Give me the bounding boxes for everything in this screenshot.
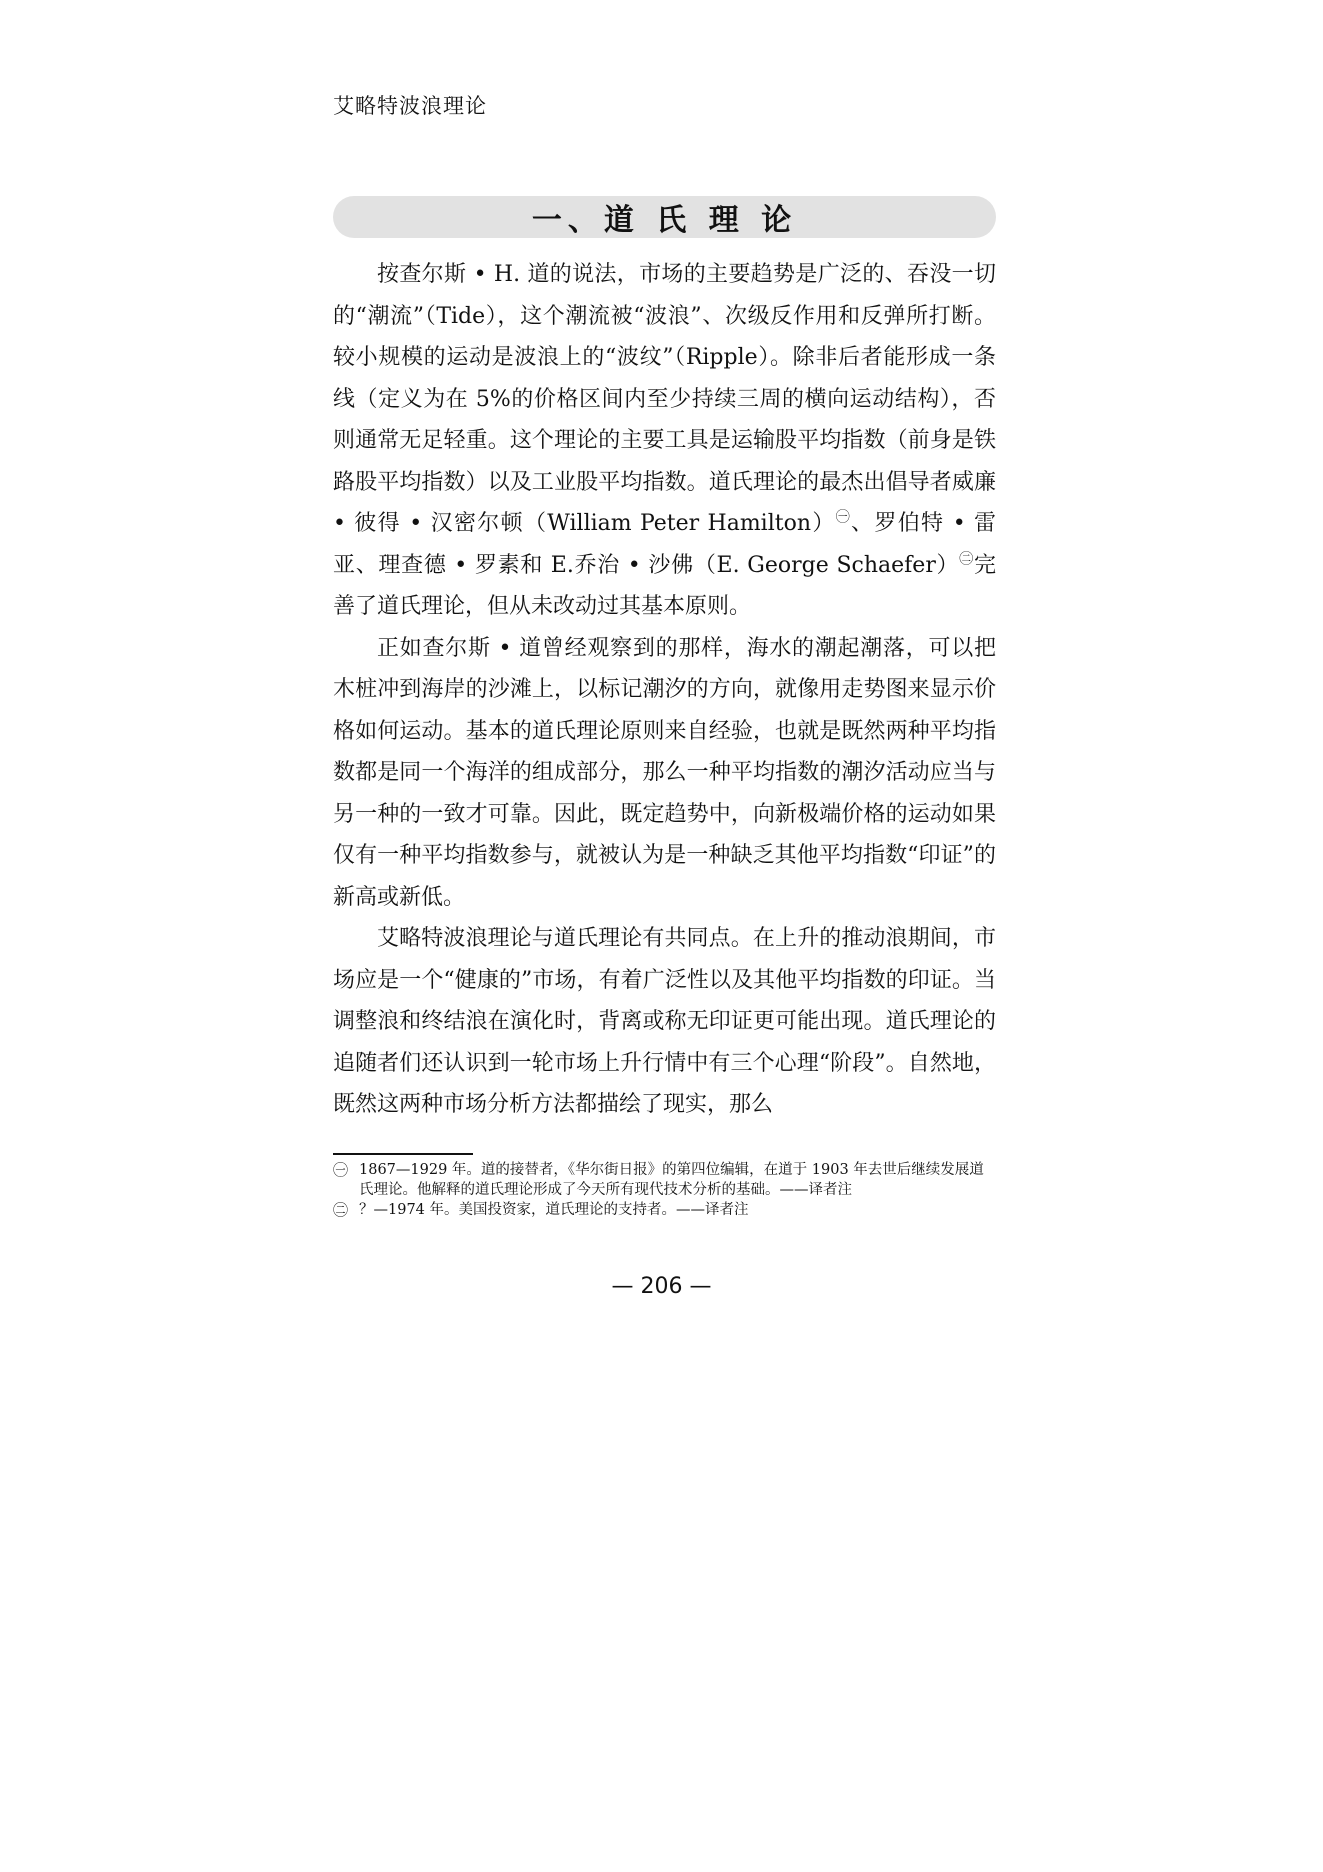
footnote-2-mark: ㊁ bbox=[333, 1201, 349, 1219]
footnote-ref-2[interactable]: ㊁ bbox=[959, 551, 974, 568]
paragraph-1 bbox=[333, 254, 996, 628]
section-title: 一、道 氏 理 论 bbox=[531, 203, 798, 238]
footnote-2 bbox=[333, 1200, 998, 1220]
paragraph-3: 艾略特波浪理论与道氏理论有共同点。在上升的推动浪期间，市场应是一个“健康的”市场，有着广泛性以及其他平均指数的印证。当调整浪和终结浪在演化时，背离或称无印证更可能出现。道氏理论的追随者们还认识到一轮市场上升行情中有三个心理“阶段”。自然地，既然这两种市场分析方法都描绘了现实，那么 bbox=[333, 926, 996, 1117]
paragraph-1-part-a: 按查尔斯 • H. 道的说法，市场的主要趋势是广泛的、吞没一切的“潮流”（Tide），这个潮流被“波浪”、次级反作用和反弹所打断。较小规模的运动是波浪上的“波纹”（Ripple）。除非后者能形成一条线（定义为在 5%的价格区间内至少持续三周的横向运动结构），否则通常无足轻重。这个理论的主要工具是运输股平均指数（前身是铁路股平均指数）以及工业股平均指数。道氏理论的最杰出倡导者威廉 • 彼得 • 汉密尔顿（William Peter Hamilton） bbox=[333, 262, 996, 536]
footnotes bbox=[333, 1160, 998, 1220]
paragraph-1-part-b: 、罗伯特 • 雷亚、理查德 • 罗素和 E.乔治 • 沙佛（E. George Schaefer） bbox=[333, 511, 997, 578]
section-title-bar bbox=[333, 196, 996, 238]
footnote-divider bbox=[333, 1153, 473, 1155]
footnote-1-text: 1867—1929 年。道的接替者，《华尔街日报》的第四位编辑，在道于 1903 年去世后继续发展道氏理论。他解释的道氏理论形成了今天所有现代技术分析的基础。——译者注 bbox=[359, 1162, 984, 1198]
page-number: — 206 — bbox=[611, 1274, 712, 1299]
paragraph-1-part-c: 完善了道氏理论，但从未改动过其基本原则。 bbox=[333, 552, 996, 619]
footnote-ref-1[interactable]: ㊀ bbox=[835, 509, 852, 526]
running-header: 艾略特波浪理论 bbox=[333, 94, 487, 118]
footnote-1-mark: ㊀ bbox=[333, 1161, 349, 1179]
body-text bbox=[333, 254, 996, 1126]
footnote-1 bbox=[333, 1160, 998, 1200]
footnote-2-text: ？—1974 年。美国投资家，道氏理论的支持者。——译者注 bbox=[359, 1202, 749, 1218]
paragraph-2: 正如查尔斯 • 道曾经观察到的那样，海水的潮起潮落，可以把木桩冲到海岸的沙滩上，以标记潮汐的方向，就像用走势图来显示价格如何运动。基本的道氏理论原则来自经验，也就是既然两种平均指数都是同一个海洋的组成部分，那么一种平均指数的潮汐活动应当与另一种的一致才可靠。因此，既定趋势中，向新极端价格的运动如果仅有一种平均指数参与，就被认为是一种缺乏其他平均指数“印证”的新高或新低。 bbox=[333, 635, 996, 910]
